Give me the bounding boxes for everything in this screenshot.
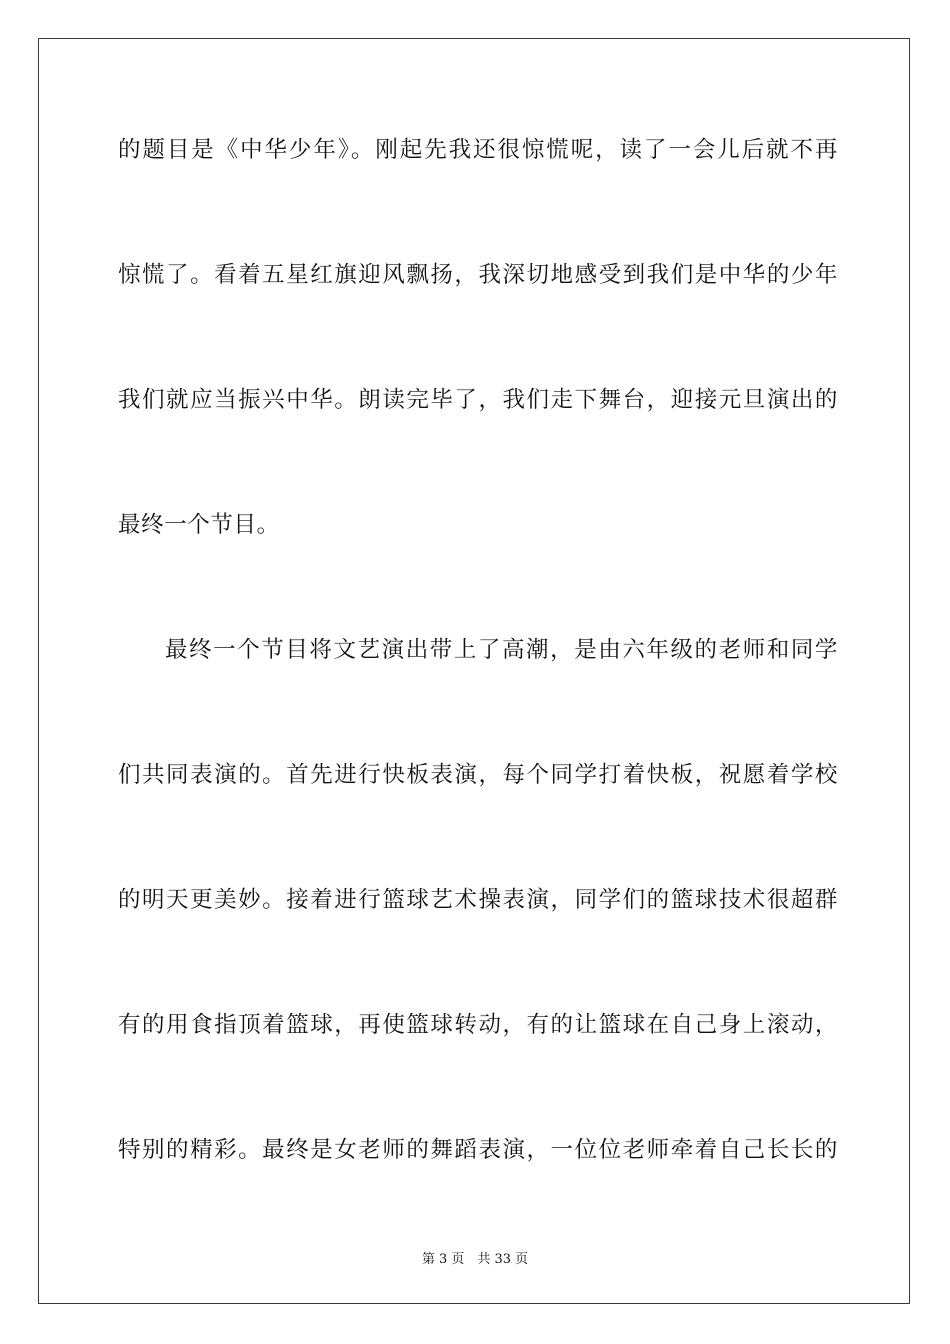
page-border [38, 38, 910, 1304]
text-line-1: 的题目是《中华少年》。刚起先我还很惊慌呢，读了一会儿后就不再 [118, 137, 838, 163]
text-line-7: 的明天更美妙。接着进行篮球艺术操表演，同学们的篮球技术很超群 [118, 887, 838, 913]
text-line-5-paragraph-start: 最终一个节目将文艺演出带上了高潮，是由六年级的老师和同学 [165, 637, 838, 663]
text-line-6: 们共同表演的。首先进行快板表演，每个同学打着快板，祝愿着学校 [118, 762, 838, 788]
text-line-2: 惊慌了。看着五星红旗迎风飘扬，我深切地感受到我们是中华的少年 [118, 262, 838, 288]
text-line-3: 我们就应当振兴中华。朗读完毕了，我们走下舞台，迎接元旦演出的 [118, 387, 838, 413]
text-line-4: 最终一个节目。 [118, 512, 280, 538]
text-line-9: 特别的精彩。最终是女老师的舞蹈表演，一位位老师牵着自己长长的 [118, 1137, 838, 1163]
text-line-8: 有的用食指顶着篮球，再使篮球转动，有的让篮球在自己身上滚动， [118, 1012, 838, 1038]
page-number-footer: 第 3 页 共 33 页 [421, 1252, 529, 1267]
